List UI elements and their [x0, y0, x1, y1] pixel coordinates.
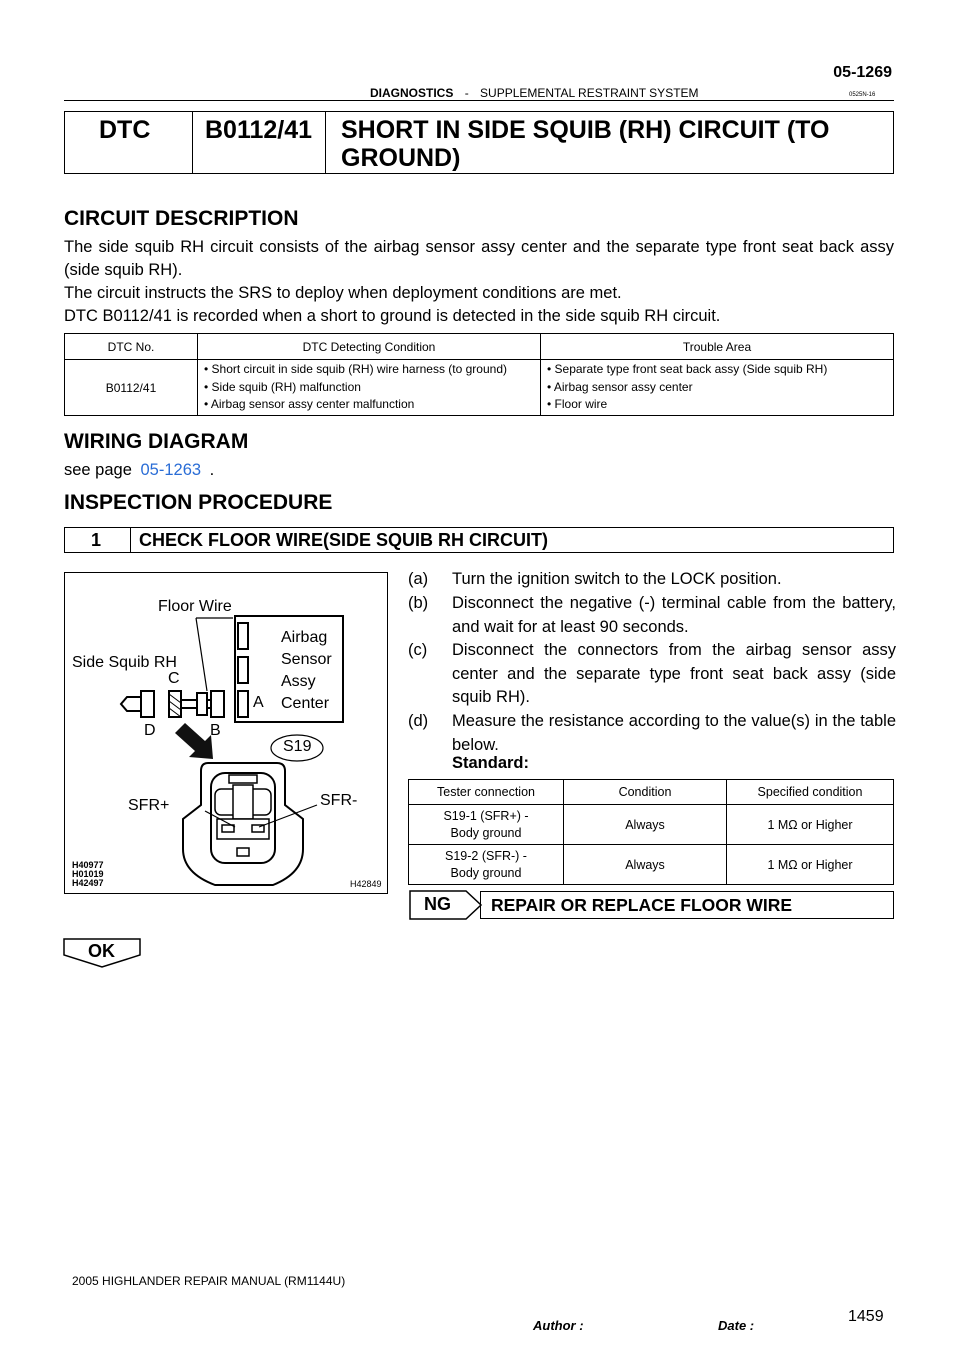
s19-label: S19: [283, 738, 312, 755]
connection-line: S19-2 (SFR-) -: [445, 848, 527, 863]
step-title: CHECK FLOOR WIRE(SIDE SQUIB RH CIRCUIT): [139, 530, 548, 550]
figure-code: H01019: [72, 869, 104, 879]
table-header-row: [65, 334, 894, 360]
area-item: • Floor wire: [547, 397, 608, 412]
detecting-condition-cell: [198, 360, 541, 416]
figure-id: H42849: [350, 879, 382, 889]
spec-cell: 1 MΩ or Higher: [727, 845, 894, 885]
header-separator: -: [464, 86, 469, 100]
condition-item: • Short circuit in side squib (RH) wire harness (to ground): [204, 362, 507, 377]
condition-cell: Always: [564, 845, 727, 885]
inspection-heading: INSPECTION PROCEDURE: [64, 491, 333, 514]
procedure-label: (d): [408, 712, 429, 730]
procedure-text: Disconnect the negative (-) terminal cable from the battery, and wait for at least 90 seconds.: [452, 594, 896, 636]
procedure-label: (a): [408, 570, 429, 588]
ok-label: OK: [88, 941, 115, 961]
table-header: Trouble Area: [541, 334, 894, 360]
airbag-label-line: Center: [281, 695, 330, 712]
footer-manual: 2005 HIGHLANDER REPAIR MANUAL (RM1144U): [72, 1274, 346, 1288]
condition-item: • Side squib (RH) malfunction: [204, 379, 361, 394]
area-item: • Airbag sensor assy center: [547, 379, 693, 394]
connection-line: Body ground: [450, 825, 522, 840]
procedure-label: (b): [408, 594, 429, 612]
table-row: [409, 805, 894, 845]
procedure-text: Disconnect the connectors from the airbag sensor assy center and the separate type front seat back assy (side squib RH).: [452, 641, 896, 706]
connector-c-label: C: [168, 670, 180, 687]
standard-label: Standard:: [452, 754, 530, 772]
circuit-description-heading: CIRCUIT DESCRIPTION: [64, 207, 299, 230]
procedure-list: [408, 568, 898, 778]
table-header: DTC No.: [65, 334, 198, 360]
figure-codes: [72, 861, 104, 888]
table-row: [409, 845, 894, 885]
date-label: Date :: [718, 1318, 755, 1333]
page-number: 05-1269: [833, 64, 892, 81]
procedure-label: (c): [408, 641, 428, 659]
footer-page: 1459: [848, 1308, 884, 1325]
tester-connection-cell: [409, 805, 564, 845]
airbag-label-line: Assy: [281, 673, 316, 690]
ng-action: REPAIR OR REPLACE FLOOR WIRE: [491, 895, 793, 915]
connector-figure: [64, 572, 388, 894]
header-section: DIAGNOSTICS: [370, 86, 454, 100]
step-number: 1: [91, 530, 102, 550]
wiring-diagram-heading: WIRING DIAGRAM: [64, 430, 249, 453]
connector-a-label: A: [253, 694, 264, 711]
connector-diagram: [65, 573, 386, 892]
dtc-code: B0112/41: [205, 116, 313, 144]
procedure-text: Turn the ignition switch to the LOCK position.: [452, 570, 782, 588]
table-header: DTC Detecting Condition: [198, 334, 541, 360]
connector-b-label: B: [210, 722, 221, 739]
step-box: [64, 527, 894, 553]
spec-cell: 1 MΩ or Higher: [727, 805, 894, 845]
circuit-description-line-1: The side squib RH circuit consists of the airbag sensor assy center and the separate type front seat back assy (side squib RH).: [64, 238, 894, 279]
sfr-minus-label: SFR-: [320, 792, 358, 809]
circuit-description-line-2: The circuit instructs the SRS to deploy when deployment conditions are met.: [64, 284, 622, 302]
table-header: Specified condition: [727, 780, 894, 805]
dtc-number-cell: B0112/41: [65, 360, 198, 416]
table-header: Tester connection: [409, 780, 564, 805]
author-label: Author :: [533, 1318, 584, 1333]
area-item: • Separate type front seat back assy (Side squib RH): [547, 362, 828, 377]
ng-label: NG: [424, 894, 451, 914]
dtc-table: [64, 333, 894, 416]
connection-line: S19-1 (SFR+) -: [443, 808, 529, 823]
table-header: Condition: [564, 780, 727, 805]
connector-d-label: D: [144, 722, 156, 739]
page-link[interactable]: 05-1263: [140, 461, 202, 479]
trouble-area-cell: [541, 360, 894, 416]
connection-line: Body ground: [450, 865, 522, 880]
resistance-table: [408, 779, 894, 885]
condition-cell: Always: [564, 805, 727, 845]
table-row: [65, 360, 894, 416]
condition-item: • Airbag sensor assy center malfunction: [204, 397, 415, 412]
dtc-title-box: [64, 111, 894, 174]
dtc-title: SHORT IN SIDE SQUIB (RH) CIRCUIT (TO GROUND): [341, 116, 830, 172]
airbag-label-line: Airbag: [281, 629, 328, 646]
figure-code: H42497: [72, 878, 104, 888]
running-header: [370, 86, 699, 100]
figure-code: H40977: [72, 860, 104, 870]
period: .: [209, 461, 215, 479]
wiring-reference: [64, 459, 214, 482]
airbag-sensor-label: [281, 627, 332, 715]
sfr-plus-label: SFR+: [128, 797, 170, 814]
header-subsection: SUPPLEMENTAL RESTRAINT SYSTEM: [480, 86, 699, 100]
airbag-label-line: Sensor: [281, 651, 332, 668]
table-header-row: [409, 780, 894, 805]
dtc-label: DTC: [99, 116, 151, 144]
see-page-text: see page: [64, 461, 132, 479]
ng-action-box: [480, 891, 894, 919]
floor-wire-label: Floor Wire: [158, 598, 232, 615]
doc-code: 0525N-16: [849, 92, 876, 98]
procedure-text: Measure the resistance according to the value(s) in the table below.: [452, 712, 896, 754]
side-squib-label: Side Squib RH: [72, 654, 177, 671]
circuit-description-line-3: DTC B0112/41 is recorded when a short to ground is detected in the side squib RH circuit.: [64, 307, 721, 325]
header-rule: [64, 100, 894, 101]
tester-connection-cell: [409, 845, 564, 885]
